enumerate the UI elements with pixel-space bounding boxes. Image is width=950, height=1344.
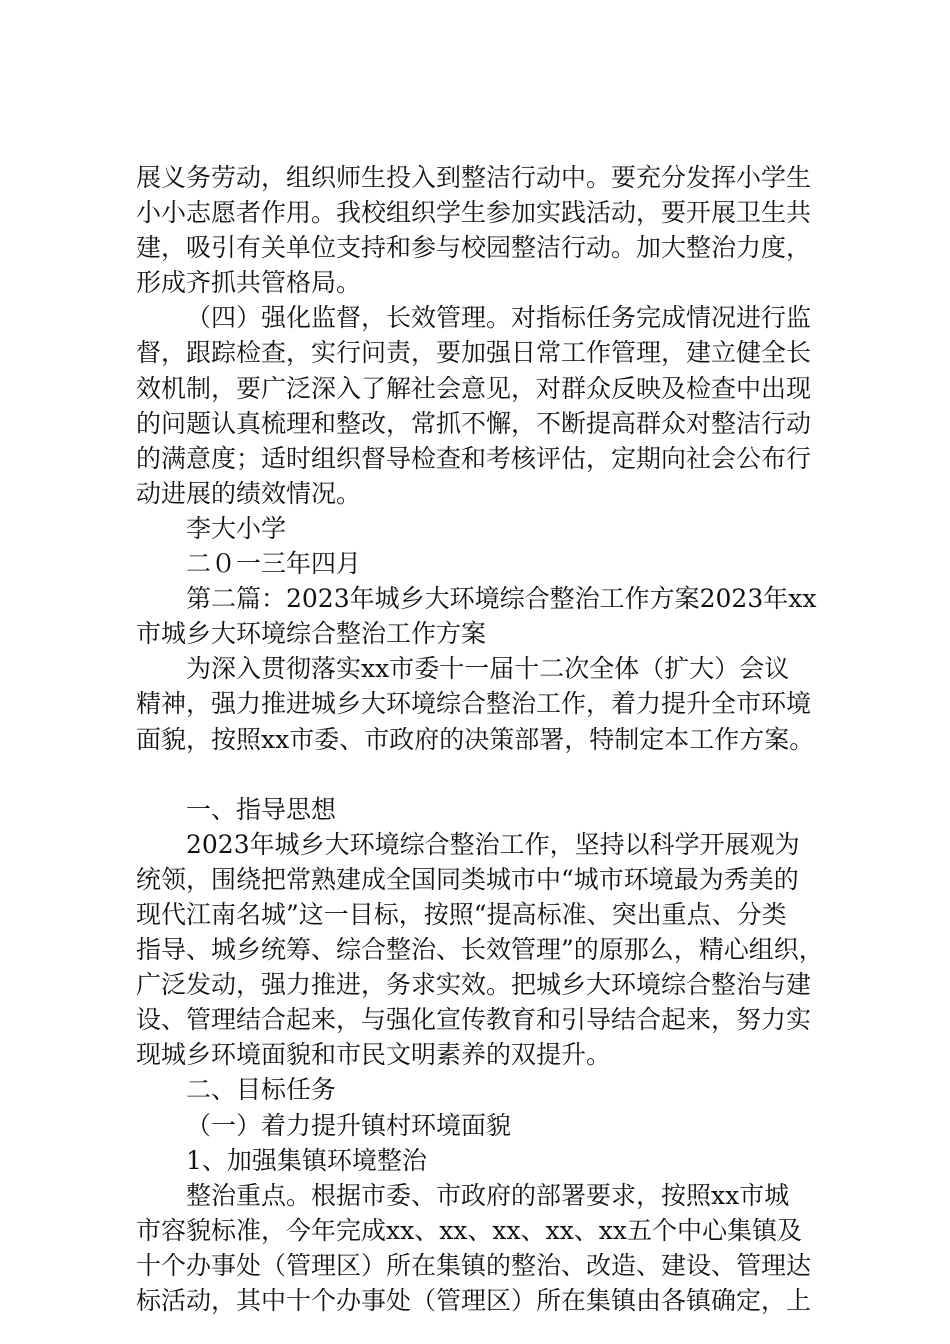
blank-line <box>136 757 826 792</box>
text-line: 设、管理结合起来，与强化宣传教育和引导结合起来，努力实 <box>136 1005 812 1035</box>
section-heading-line: 一、指导思想 <box>186 794 337 824</box>
chapter-title-line: 市城乡大环境综合整治工作方案 <box>136 619 487 649</box>
text-line: 十个办事处（管理区）所在集镇的整治、改造、建设、管理达 <box>136 1250 812 1280</box>
section-heading-line: 二、目标任务 <box>186 1075 337 1105</box>
text-line: 展义务劳动，组织师生投入到整洁行动中。要充分发挥小学生 <box>136 163 812 192</box>
text-line: 市容貌标准，今年完成xx、xx、xx、xx、xx五个中心集镇及 <box>136 1215 802 1245</box>
text-line: 形成齐抓共管格局。 <box>136 268 362 298</box>
text-line: 统领，围绕把常熟建成全国同类城市中“城市环境最为秀美的 <box>136 864 799 894</box>
subsection-heading-line: 1、加强集镇环境整治 <box>186 1145 427 1175</box>
text-line: 为深入贯彻落实xx市委十一届十二次全体（扩大）会议 <box>186 654 790 684</box>
text-line: 精神，强力推进城乡大环境综合整治工作，着力提升全市环境 <box>136 689 812 719</box>
text-line: 标活动，其中十个办事处（管理区）所在集镇由各镇确定，上 <box>136 1286 812 1315</box>
text-line: 现城乡环境面貌和市民文明素养的双提升。 <box>136 1040 612 1070</box>
text-line: 面貌，按照xx市委、市政府的决策部署，特制定本工作方案。 <box>136 724 815 754</box>
text-line: 广泛发动，强力推进，务求实效。把城乡大环境综合整治与建 <box>136 970 812 1000</box>
text-line: 2023年城乡大环境综合整治工作，坚持以科学开展观为 <box>186 829 800 859</box>
text-line: 指导、城乡统筹、综合整治、长效管理”的原那么，精心组织， <box>136 935 824 965</box>
text-line: 的问题认真梳理和整改，常抓不懈，不断提高群众对整洁行动 <box>136 408 812 438</box>
signature-school: 李大小学 <box>186 513 287 543</box>
signature-date: 二０一三年四月 <box>186 549 362 579</box>
text-line: 小小志愿者作用。我校组织学生参加实践活动，要开展卫生共 <box>136 198 812 228</box>
chapter-title-line: 第二篇：2023年城乡大环境综合整治工作方案2023年xx <box>186 584 817 614</box>
text-line: 现代江南名城”这一目标，按照“提高标准、突出重点、分类 <box>136 899 787 929</box>
text-line: 的满意度；适时组织督导检查和考核评估，定期向社会公布行 <box>136 443 812 473</box>
text-line: 督，跟踪检查，实行问责，要加强日常工作管理，建立健全长 <box>136 338 812 368</box>
subsection-heading-line: （一）着力提升镇村环境面貌 <box>186 1110 512 1140</box>
text-line: 效机制，要广泛深入了解社会意见，对群众反映及检查中出现 <box>136 373 812 403</box>
text-line: 整治重点。根据市委、市政府的部署要求，按照xx市城 <box>186 1180 790 1210</box>
text-line: 建，吸引有关单位支持和参与校园整洁行动。加大整治力度， <box>136 233 812 263</box>
document-body <box>136 160 826 1318</box>
text-line: 动进展的绩效情况。 <box>136 478 362 508</box>
section-heading-line: （四）强化监督，长效管理。对指标任务完成情况进行监 <box>186 303 812 333</box>
